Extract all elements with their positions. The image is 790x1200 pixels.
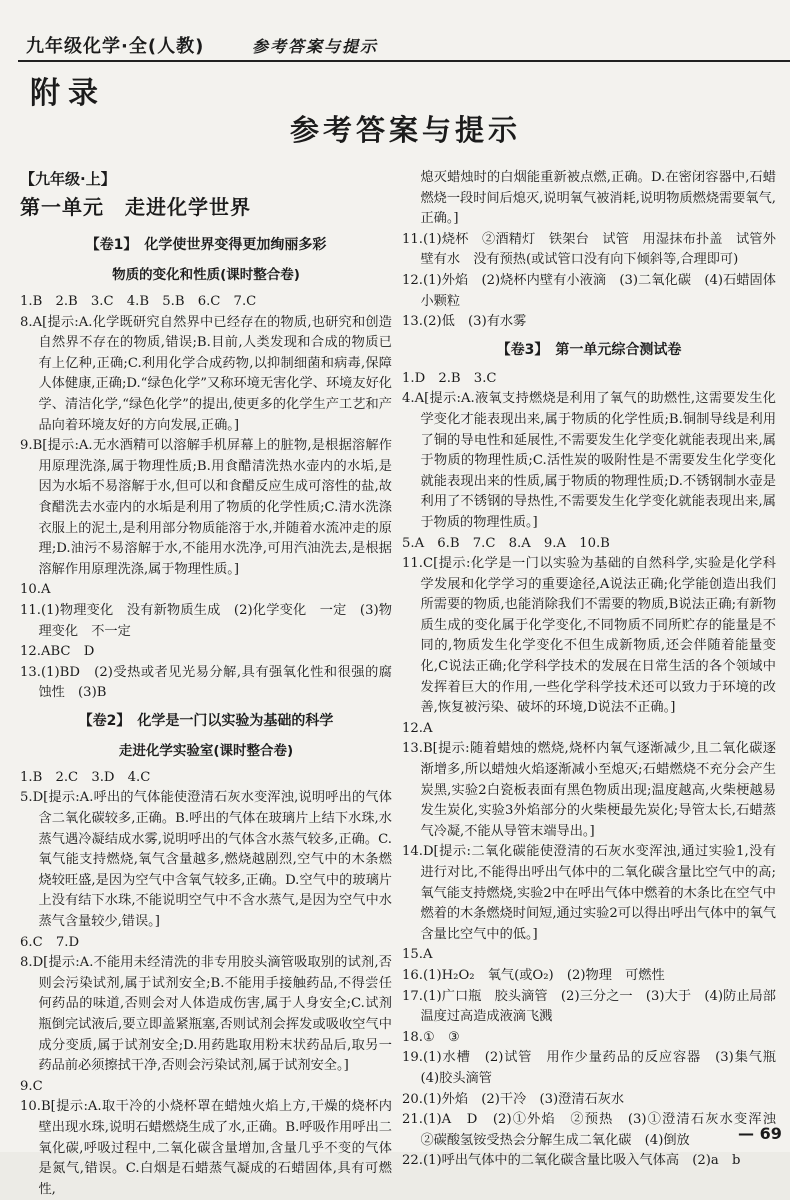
page-number: — 69 [738, 1124, 782, 1143]
answer-item: 15.A [402, 947, 433, 963]
section-heading: 【卷2】 化学是一门以实验为基础的科学 [78, 712, 334, 729]
answer-item: 13.(2)低 (3)有水雾 [402, 314, 527, 330]
answer-item: 9.B[提示:A.无水酒精可以溶解手机屏幕上的脏物,是根据溶解作用原理洗涤,属于物理性质;B.用食醋清洗热水壶内的水垢,是因为水垢不易溶解于水,但可以和食醋反应生成可溶性的盐,故食醋洗去水壶内的水垢是利用了物质的化学性质;C.清水洗涤衣服上的泥土,是利用部分物质能溶于水,并随着水流冲走的原理;D.油污不易溶解于水,不能用水洗净,可用汽油洗去,是根据溶解作用原理洗涤,属于物理性质。] [20, 438, 392, 577]
answer-item: 1.B 2.B 3.C 4.B 5.B 6.C 7.C [20, 294, 257, 309]
appendix-heading: 附录 [30, 76, 106, 111]
subsection-heading: 走进化学实验室(课时整合卷) [118, 742, 294, 759]
answer-item: 20.(1)外焰 (2)干冷 (3)澄清石灰水 [402, 1091, 625, 1107]
left-column [20, 168, 392, 1200]
answer-item: 12.ABC D [20, 644, 95, 660]
answer-item: 11.(1)烧杯 ②酒精灯 铁架台 试管 用湿抹布扑盖 试管外壁有水 没有预热(或试管口没有向下倾斜等,合理即可) [402, 231, 776, 268]
running-header [18, 30, 790, 62]
answer-item: 13.(1)BD (2)受热或者见光易分解,具有强氧化性和很强的腐蚀性 (3)B [20, 664, 392, 701]
answer-item: 8.A[提示:A.化学既研究自然界中已经存在的物质,也研究和创造自然界不存在的物质,错误;B.目前,人类发现和合成的物质已有上亿种,正确;C.利用化学合成药物,以抑制细菌和病毒,保障人体健康,正确;D.“绿色化学”又称环境无害化学、环境友好化学、清洁化学,“绿色化学”的提出,使更多的化学生产工艺和产品向着环境友好的方向发展,正确。] [20, 314, 392, 433]
answer-item: 5.D[提示:A.呼出的气体能使澄清石灰水变浑浊,说明呼出的气体含二氧化碳较多,正确。B.呼出的气体在玻璃片上结下水珠,水蒸气遇冷凝结成水雾,说明呼出的气体含水蒸气较多,正确。C.氧气能支持燃烧,氧气含量越多,燃烧越剧烈,空气中的木条燃烧较旺盛,是因为空气中含氧气较多,正确。D.空气中的玻璃片上没有结下水珠,不能说明空气中不含水蒸气,是因为空气中水蒸气含量较少,错误。] [20, 790, 392, 930]
answer-item: 10.A [20, 582, 51, 598]
answer-item: 11.(1)物理变化 没有新物质生成 (2)化学变化 一定 (3)物理变化 不一定 [20, 602, 392, 639]
answer-item: 21.(1)A D (2)①外焰 ②预热 (3)①澄清石灰水变浑浊 ②碳酸氢铵受热会分解生成二氧化碳 (4)倒放 [402, 1112, 790, 1148]
answer-item: 8.D[提示:A.不能用未经清洗的非专用胶头滴管吸取别的试剂,否则会污染试剂,属于试剂安全;B.不能用手接触药品,不得尝任何药品的味道,否则会对人体造成伤害,属于人身安全;C.试剂瓶倒完试液后,要立即盖紧瓶塞,否则试剂会挥发或吸收空气中成分变质,属于试剂安全;D.用药匙取用粉末状药品后,取另一药品前必须擦拭干净,否则会污染试剂,属于试剂安全。] [20, 955, 392, 1074]
answer-item: 12.A [402, 720, 433, 736]
answer-item: 1.D 2.B 3.C [402, 370, 497, 386]
subsection-heading: 物质的变化和性质(课时整合卷) [112, 267, 300, 283]
answer-item: 10.B[提示:A.取干冷的小烧杯罩在蜡烛火焰上方,干燥的烧杯内壁出现水珠,说明石蜡燃烧生成了水,正确。B.呼吸作用呼出二氧化碳,呼吸过程中,二氧化碳含量增加,含量几乎不变的气体是氮气,错误。C.白烟是石蜡蒸气凝成的石蜡固体,具有可燃性, [20, 1099, 392, 1197]
answer-item: 17.(1)广口瓶 胶头滴管 (2)三分之一 (3)大于 (4)防止局部温度过高造成液滴飞溅 [402, 988, 776, 1025]
answer-item: 11.C[提示:化学是一门以实验为基础的自然科学,实验是化学科学发展和化学学习的重要途径,A说法正确;化学能创造出我们所需要的物质,也能消除我们不需要的物质,B说法正确;有新物质生成的变化属于化学变化,不同物质不同所贮存的能量是不同的,物质发生化学变化不但生成新物质,还会伴随着能量变化,C说法正确;化学科学技术的发展在日常生活的各个领域中发挥着巨大的作用,一些化学科学技术还可以致力于环境的改善,恢复被污染、破坏的环境,D说法不正确。] [402, 556, 776, 716]
answer-item: 1.B 2.C 3.D 4.C [20, 769, 151, 785]
answer-item: 12.(1)外焰 (2)烧杯内壁有小液滴 (3)二氧化碳 (4)石蜡固体小颗粒 [402, 272, 776, 309]
section-heading: 【卷1】 化学使世界变得更加绚丽多彩 [85, 237, 327, 253]
page-title: 参考答案与提示 [290, 113, 522, 147]
answer-item: 4.A[提示:A.液氧支持燃烧是利用了氧气的助燃性,这需要发生化学变化才能表现出来,属于物质的化学性质;B.铜制导线是利用了铜的导电性和延展性,不需要发生化学变化就能表现出来,属于物质的物理性质;C.活性炭的吸附性是不需要发生化学变化就能表现出来的性质,属于物质的物理性质;D.不锈钢制水壶是利用了不锈钢的导热性,不需要发生化学变化就能表现出来,属于物质的物理性质。] [402, 391, 776, 530]
header-section-title: 参考答案与提示 [252, 37, 379, 56]
answer-item: 22.(1)呼出气体中的二氧化碳含量比吸入气体高 (2)a b [402, 1153, 741, 1169]
answer-item: 18.① ③ [402, 1029, 460, 1045]
answer-item: 16.(1)H₂O₂ 氧气(或O₂) (2)物理 可燃性 [402, 967, 665, 983]
answer-item: 14.D[提示:二氧化碳能使澄清的石灰水变浑浊,通过实验1,没有进行对比,不能得出呼出气体中的二氧化碳含量比空气中的高;氧气能支持燃烧,实验2中在呼出气体中燃着的木条比在空气中燃着的木条燃烧时间短,通过实验2可以得出呼出气体中的氧气含量比空气中的低。] [402, 844, 776, 942]
book-title: 九年级化学·全(人教) [26, 36, 205, 57]
grade-heading: 【九年级·上】 [20, 170, 116, 188]
answer-item: 19.(1)水槽 (2)试管 用作少量药品的反应容器 (3)集气瓶 (4)胶头滴管 [402, 1050, 790, 1086]
answer-item: 6.C 7.D [20, 934, 80, 950]
answer-item: 5.A 6.B 7.C 8.A 9.A 10.B [402, 535, 610, 551]
right-column [402, 168, 790, 1172]
unit-heading: 第一单元 走进化学世界 [20, 195, 251, 219]
section-heading: 【卷3】 第一单元综合测试卷 [496, 341, 682, 358]
answer-item-continued: 熄灭蜡烛时的白烟能重新被点燃,正确。D.在密闭容器中,石蜡燃烧一段时间后熄灭,说明氧气被消耗,说明物质燃烧需要氧气,正确。] [420, 170, 776, 227]
answer-item: 9.C [20, 1078, 43, 1094]
answer-item: 13.B[提示:随着蜡烛的燃烧,烧杯内氧气逐渐减少,且二氧化碳逐渐增多,所以蜡烛火焰逐渐减小至熄灭;石蜡燃烧不充分会产生炭黑,实验2白瓷板表面有黑色物质出现;温度越高,火柴梗越易发生炭化,实验3外焰部分的火柴梗最先炭化;导管太长,石蜡蒸气冷凝,不能从导管末端导出。] [402, 741, 776, 839]
